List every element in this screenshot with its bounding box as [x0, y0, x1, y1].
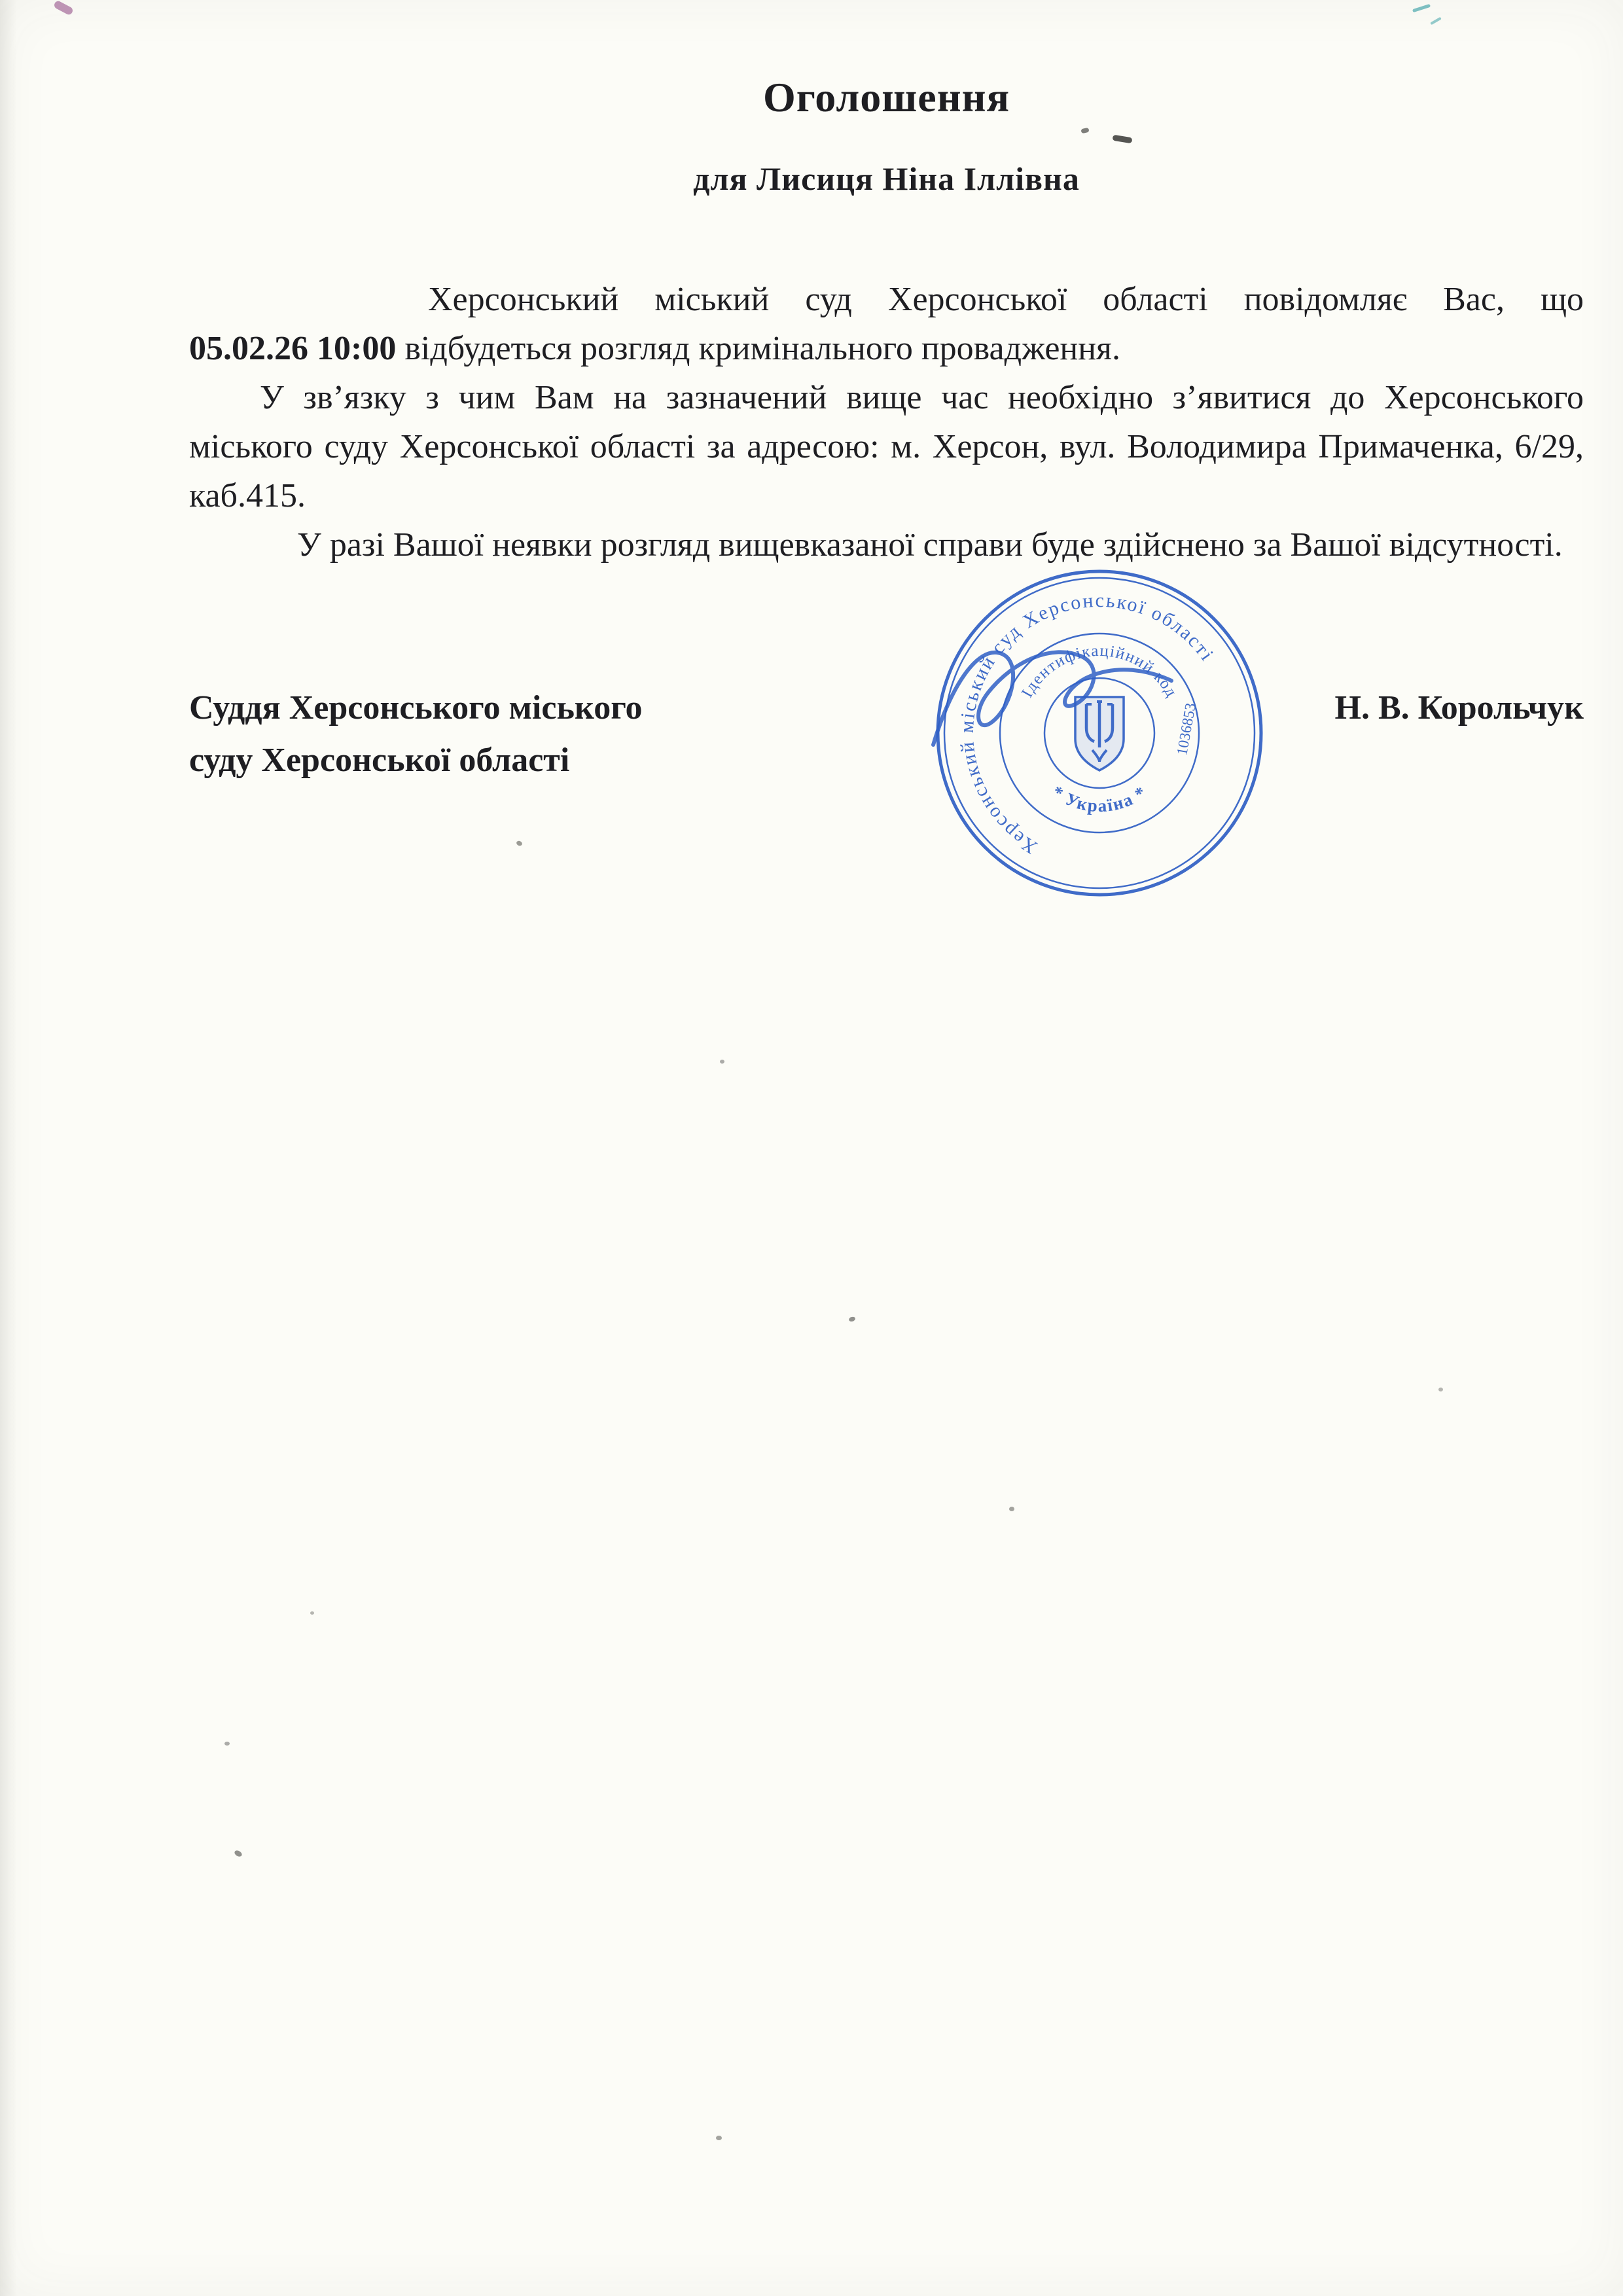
scan-speck [310, 1611, 314, 1615]
judge-title-line2: суду Херсонської області [189, 742, 570, 779]
scan-edge-shadow [0, 0, 17, 2296]
signature-block [189, 682, 1584, 787]
paragraph-hearing-notice [189, 275, 1584, 373]
stamp-code-digits: 1036853 [1173, 702, 1199, 757]
hearing-datetime: 05.02.26 10:00 [189, 330, 397, 367]
document-body [189, 275, 1584, 569]
scan-artifact [53, 0, 74, 16]
scan-speck [720, 1060, 724, 1064]
paragraph-absence-warning: У разі Вашої неявки розгляд вищевказаної справи буде здійснено за Вашої відсутності. [297, 526, 1563, 564]
paragraph-court-address: У зв’язку з чим Вам на зазначений вище час необхідно з’явитися до Херсонського міського суду Херсонської області за адресою: м. Херсон, вул. Володимира Примаченка, 6/29, каб.415. [189, 379, 1584, 514]
scan-speck [234, 1850, 243, 1858]
stamp-country-text: * Україна * [1048, 781, 1151, 816]
document-title: Оголошення [762, 74, 1010, 120]
document-subtitle: для Лисиця Ніна Іллівна [693, 160, 1080, 197]
scan-artifact [1430, 17, 1442, 25]
scan-speck [848, 1316, 856, 1323]
judge-title-line1: Суддя Херсонського міського [189, 689, 643, 726]
document-content [189, 73, 1584, 787]
notice-rest-text: відбудеться розгляд кримінального провадження. [396, 330, 1120, 367]
stamp-outer-ring-text: Херсонський міський суд Херсонської області [955, 589, 1219, 859]
handwritten-signature [915, 607, 1196, 810]
scan-speck [516, 840, 523, 846]
scan-speck [224, 1742, 230, 1746]
scan-speck [716, 2136, 722, 2140]
scan-artifact [1412, 4, 1431, 12]
notice-lead-text: Херсонський міський суд Херсонської області повідомляє Вас, що [428, 281, 1584, 318]
stamp-code-label-text: Ідентифікаційний код [1018, 641, 1181, 701]
judge-title [189, 682, 643, 787]
judge-name: Н. В. Корольчук [1334, 689, 1584, 726]
scan-speck [1009, 1507, 1014, 1511]
scan-speck [1438, 1388, 1443, 1391]
